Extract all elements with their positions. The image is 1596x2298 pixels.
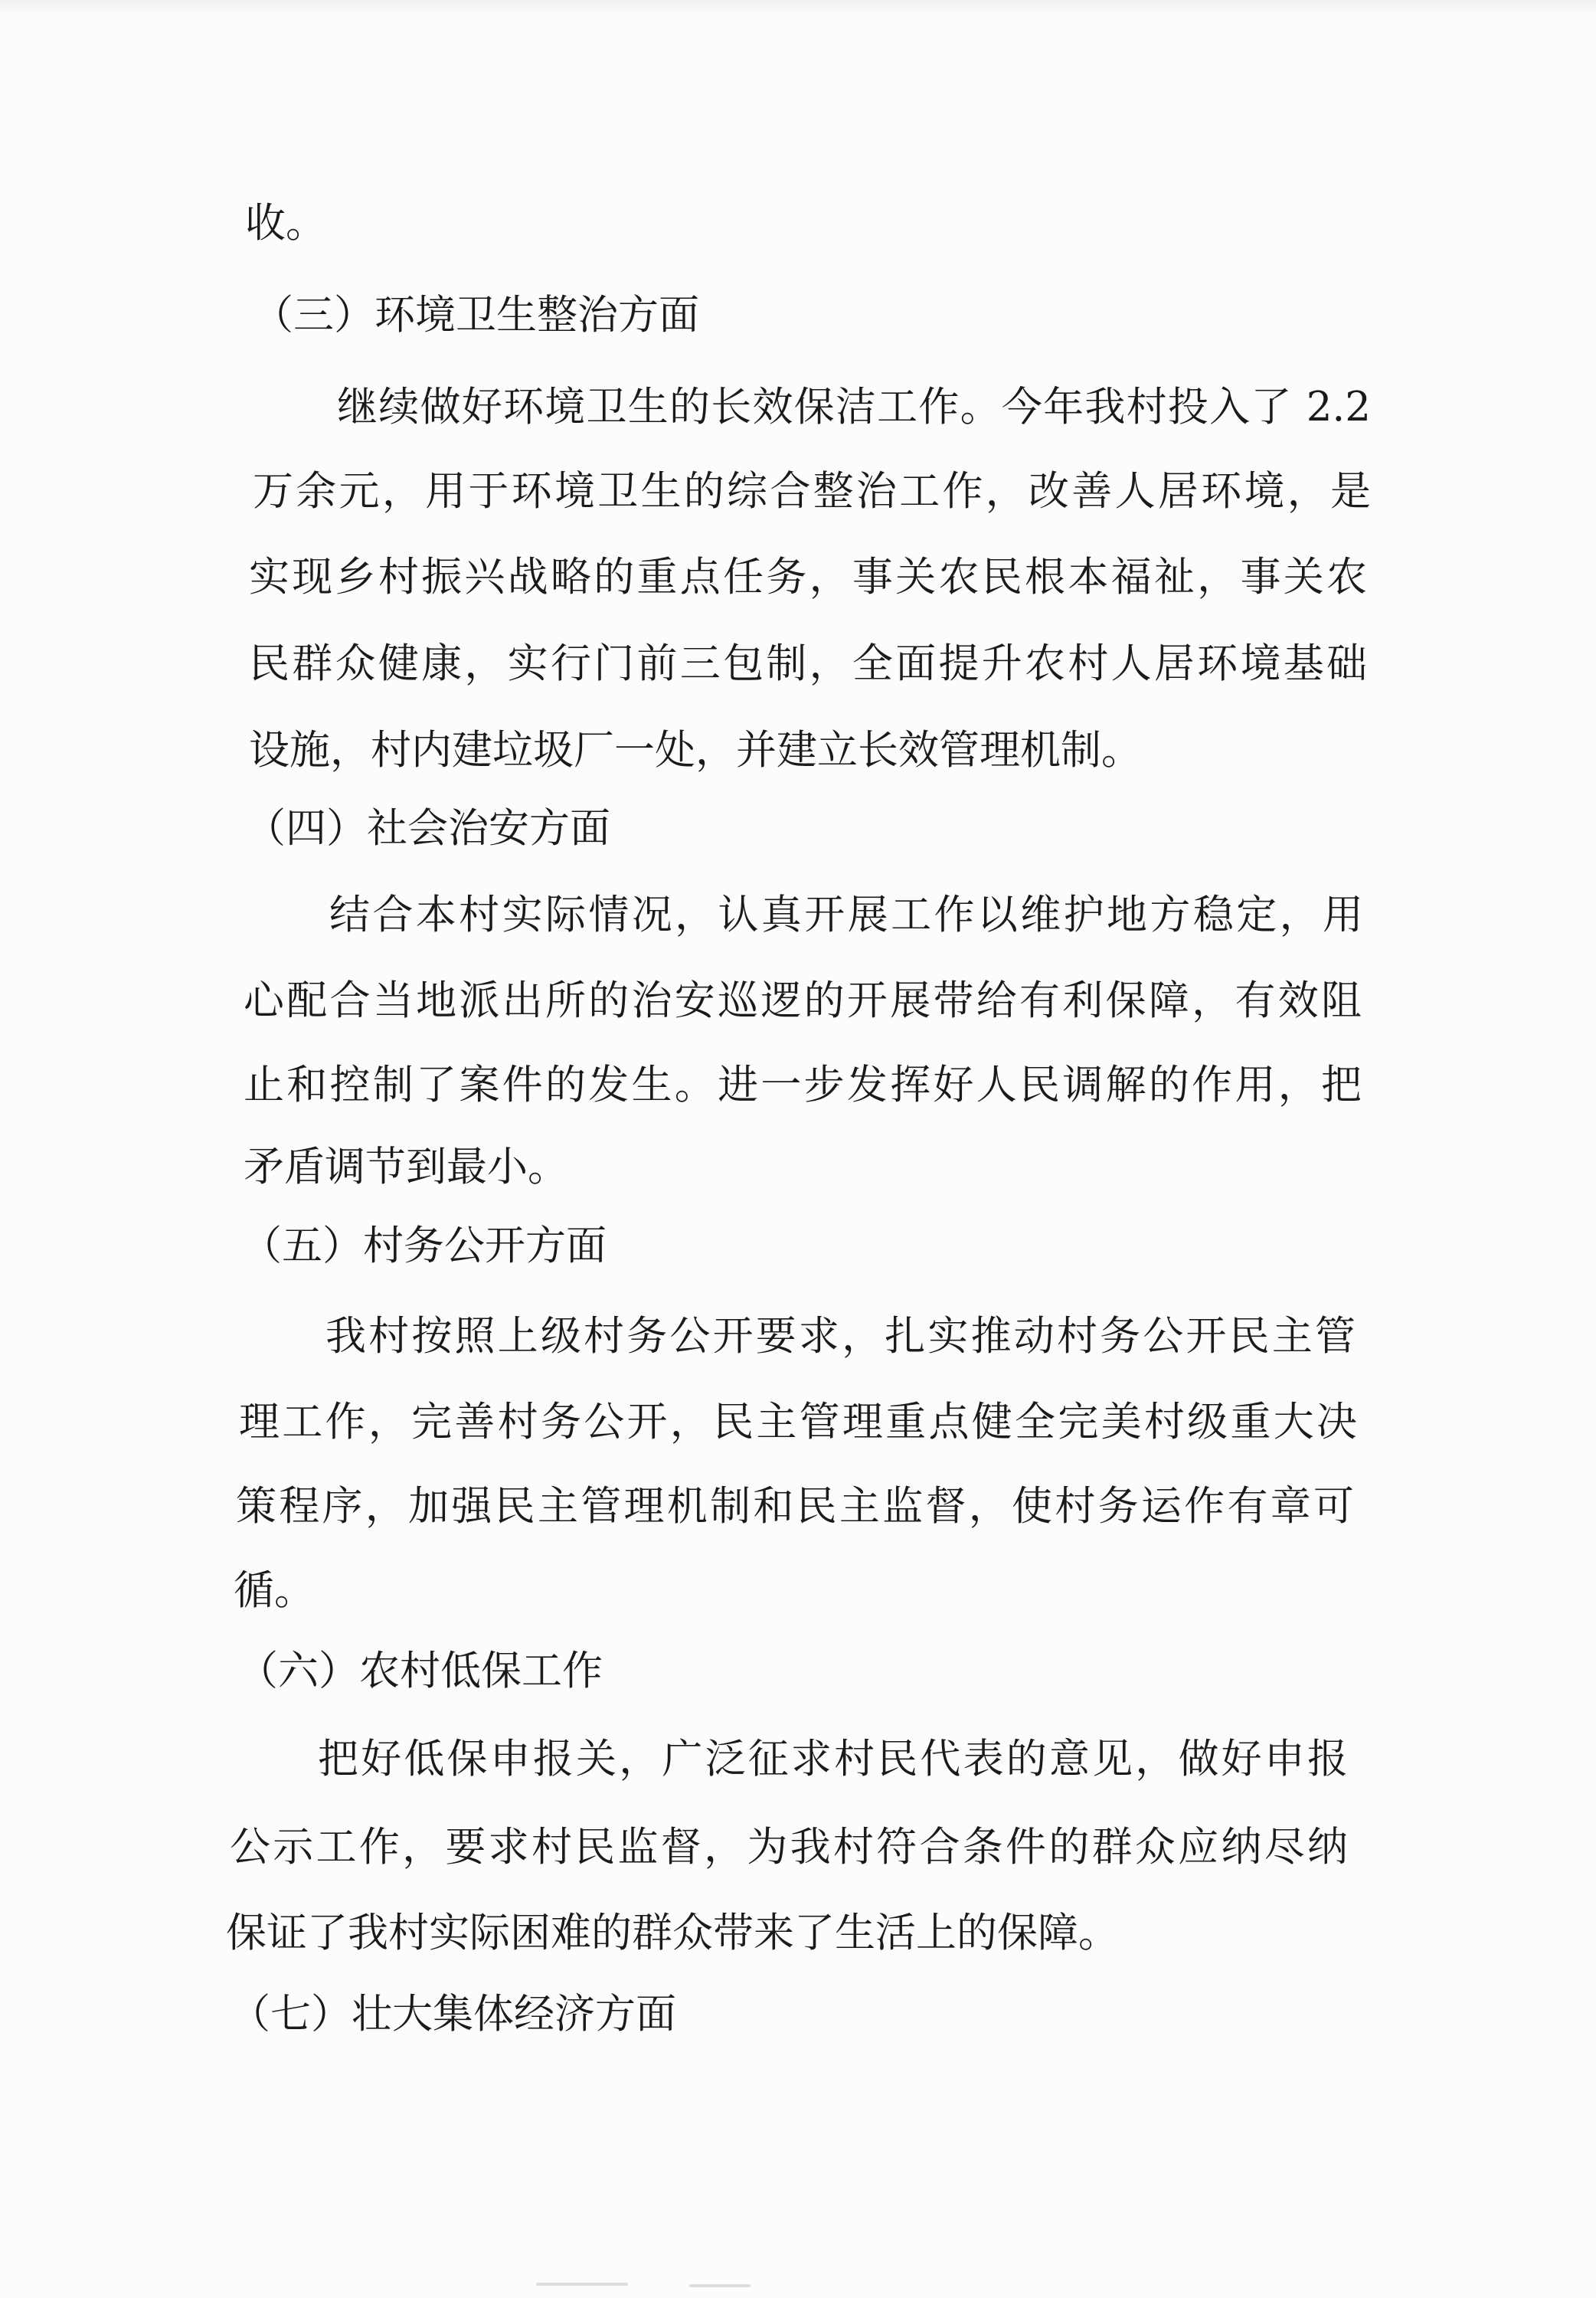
heading-text: （四）社会治安方面: [245, 805, 610, 852]
paragraph-line: [244, 1144, 568, 1190]
paragraph-text: 民群众健康，实行门前三包制，全面提升农村人居环境基础: [249, 640, 1367, 687]
paragraph-text: 心配合当地派出所的治安巡逻的开展带给有利保障，有效阻: [244, 977, 1362, 1024]
paragraph-text: 循。: [234, 1567, 315, 1614]
section-heading-3: [253, 292, 699, 339]
paragraph-line: [236, 1483, 1354, 1530]
paragraph-line: [325, 1313, 1356, 1360]
paragraph-text: 保证了我村实际困难的群众带来了生活上的保障。: [226, 1910, 1119, 1956]
paragraph-line: [244, 1062, 1362, 1108]
paragraph-line: [249, 554, 1367, 601]
scan-top-edge: [0, 0, 1596, 14]
section-heading-5: [241, 1223, 607, 1269]
paragraph-line: [230, 1824, 1348, 1871]
paragraph-text: 设施，村内建垃圾厂一处，并建立长效管理机制。: [249, 727, 1142, 774]
paragraph-line: [244, 977, 1362, 1024]
paragraph-text: 继续做好环境卫生的长效保洁工作。今年我村投入了 2.2: [337, 384, 1371, 430]
section-heading-4: [245, 805, 610, 852]
heading-text: （五）村务公开方面: [241, 1223, 607, 1269]
heading-text: （七）壮大集体经济方面: [230, 1991, 676, 2038]
scan-artifact: [536, 2283, 628, 2286]
paragraph-line: [234, 1567, 315, 1614]
paragraph-line: [226, 1910, 1119, 1956]
paragraph-text: 把好低保申报关，广泛征求村民代表的意见，做好申报: [318, 1736, 1348, 1782]
section-heading-7: [230, 1991, 676, 2038]
paragraph-line: [249, 727, 1142, 774]
paragraph-text: 理工作，完善村务公开，民主管理重点健全完美村级重大决: [239, 1399, 1357, 1445]
paragraph-text: 结合本村实际情况，认真开展工作以维护地方稳定，用: [329, 892, 1363, 938]
paragraph-text: 我村按照上级村务公开要求，扎实推动村务公开民主管: [325, 1313, 1356, 1360]
continuation-line: 收。: [245, 200, 326, 247]
paragraph-text: 矛盾调节到最小。: [244, 1144, 568, 1190]
paragraph-line: [318, 1736, 1348, 1782]
paragraph-line: [253, 468, 1371, 515]
heading-text: （六）农村低保工作: [237, 1648, 603, 1694]
section-heading-6: [237, 1648, 603, 1694]
paragraph-text: 实现乡村振兴战略的重点任务，事关农民根本福祉，事关农: [249, 554, 1367, 601]
paragraph-line: [239, 1399, 1357, 1445]
paragraph-line: [249, 640, 1367, 687]
paragraph-text: 策程序，加强民主管理机制和民主监督，使村务运作有章可: [236, 1483, 1354, 1530]
heading-text: （三）环境卫生整治方面: [253, 292, 699, 339]
scan-artifact: [689, 2284, 751, 2287]
text-line: [245, 200, 326, 247]
paragraph-text: 止和控制了案件的发生。进一步发挥好人民调解的作用，把: [244, 1062, 1362, 1108]
paragraph-line: [337, 384, 1371, 430]
paragraph-text: 万余元，用于环境卫生的综合整治工作，改善人居环境，是: [253, 468, 1371, 515]
paragraph-line: [329, 892, 1363, 938]
paragraph-text: 公示工作，要求村民监督，为我村符合条件的群众应纳尽纳: [230, 1824, 1348, 1871]
